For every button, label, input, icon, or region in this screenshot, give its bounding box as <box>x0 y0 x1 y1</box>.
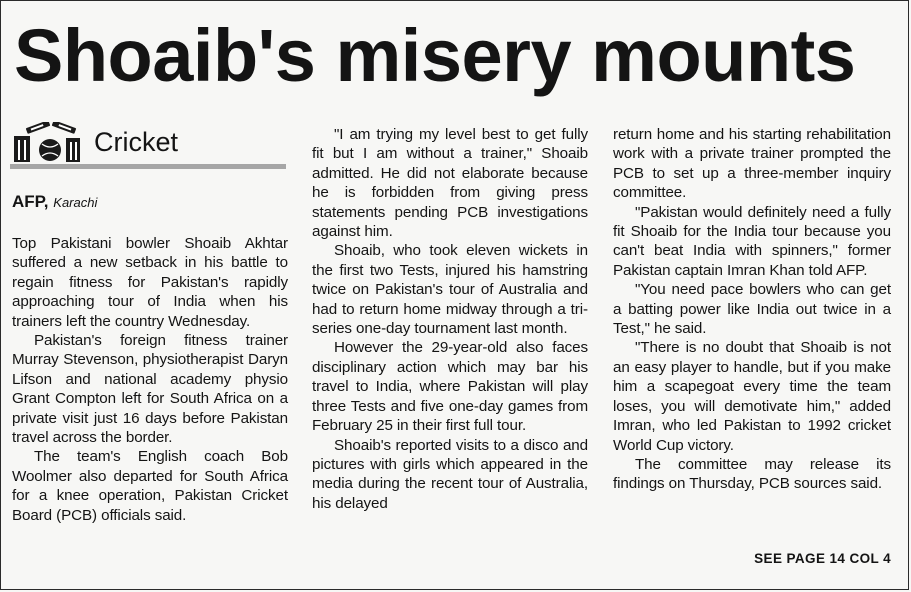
article-column-2 <box>312 125 588 513</box>
paragraph: Pakistan's foreign fitness trainer Murray Stevenson, physiotherapist Daryn Lifson and national academy physio Grant Compton left for South Africa on a private visit just 16 days before Pakistan travel across the border. <box>12 332 288 447</box>
paragraph: "Pakistan would definitely need a fully fit Shoaib for the India tour because you can't beat India with spinners," former Pakistan captain Imran Khan told AFP. <box>613 203 891 279</box>
paragraph: Shoaib, who took eleven wickets in the first two Tests, injured his hamstring twice on Pakistan's tour of Australia and had to return home midway through a tri-series one-day tournament last month. <box>312 242 588 338</box>
byline-agency: AFP, <box>12 192 49 211</box>
byline <box>12 192 97 213</box>
paragraph: "You need pace bowlers who can get a batting power like India out twice in a Test," he said. <box>613 281 891 338</box>
paragraph: Top Pakistani bowler Shoaib Akhtar suffered a new setback in his battle to regain fitness for Pakistan's rapidly approaching tour of India when his trainers left the country Wednesday. <box>12 235 288 330</box>
article-column-1 <box>12 234 288 525</box>
cricket-icon <box>12 122 88 162</box>
headline: Shoaib's misery mounts <box>14 14 856 97</box>
paragraph: The committee may release its findings on Thursday, PCB sources said. <box>613 455 891 493</box>
byline-place: Karachi <box>53 195 98 210</box>
paragraph: Shoaib's reported visits to a disco and pictures with girls which appeared in the media during the recent tour of Australia, his delayed <box>312 436 588 512</box>
article-column-3 <box>613 125 891 494</box>
paragraph: "I am trying my level best to get fully fit but I am without a trainer," Shoaib admitted. He did not elaborate because he is forbidden from giving press statements pending PCB investigations against him. <box>312 126 588 241</box>
paragraph: "There is no doubt that Shoaib is not an easy player to handle, but if you make him a scapegoat every time the team loses, you will demotivate him," added Imran, who led Pakistan to 1992 cricket World Cup victory. <box>613 339 891 454</box>
continuation-note: SEE PAGE 14 COL 4 <box>754 551 891 566</box>
section-label <box>10 120 286 166</box>
paragraph: return home and his starting rehabilitation work with a private trainer prompted the PCB to set up a three-member inquiry committee. <box>613 126 891 202</box>
paragraph: However the 29-year-old also faces disciplinary action which may bar his travel to India, where Pakistan will play three Tests and five one-day games from February 25 in their first full tour. <box>312 339 588 435</box>
section-title: Cricket <box>94 127 179 157</box>
paragraph: The team's English coach Bob Woolmer also departed for South Africa for a knee operation, Pakistan Cricket Board (PCB) officials said. <box>12 448 288 524</box>
section-rule <box>10 164 286 169</box>
